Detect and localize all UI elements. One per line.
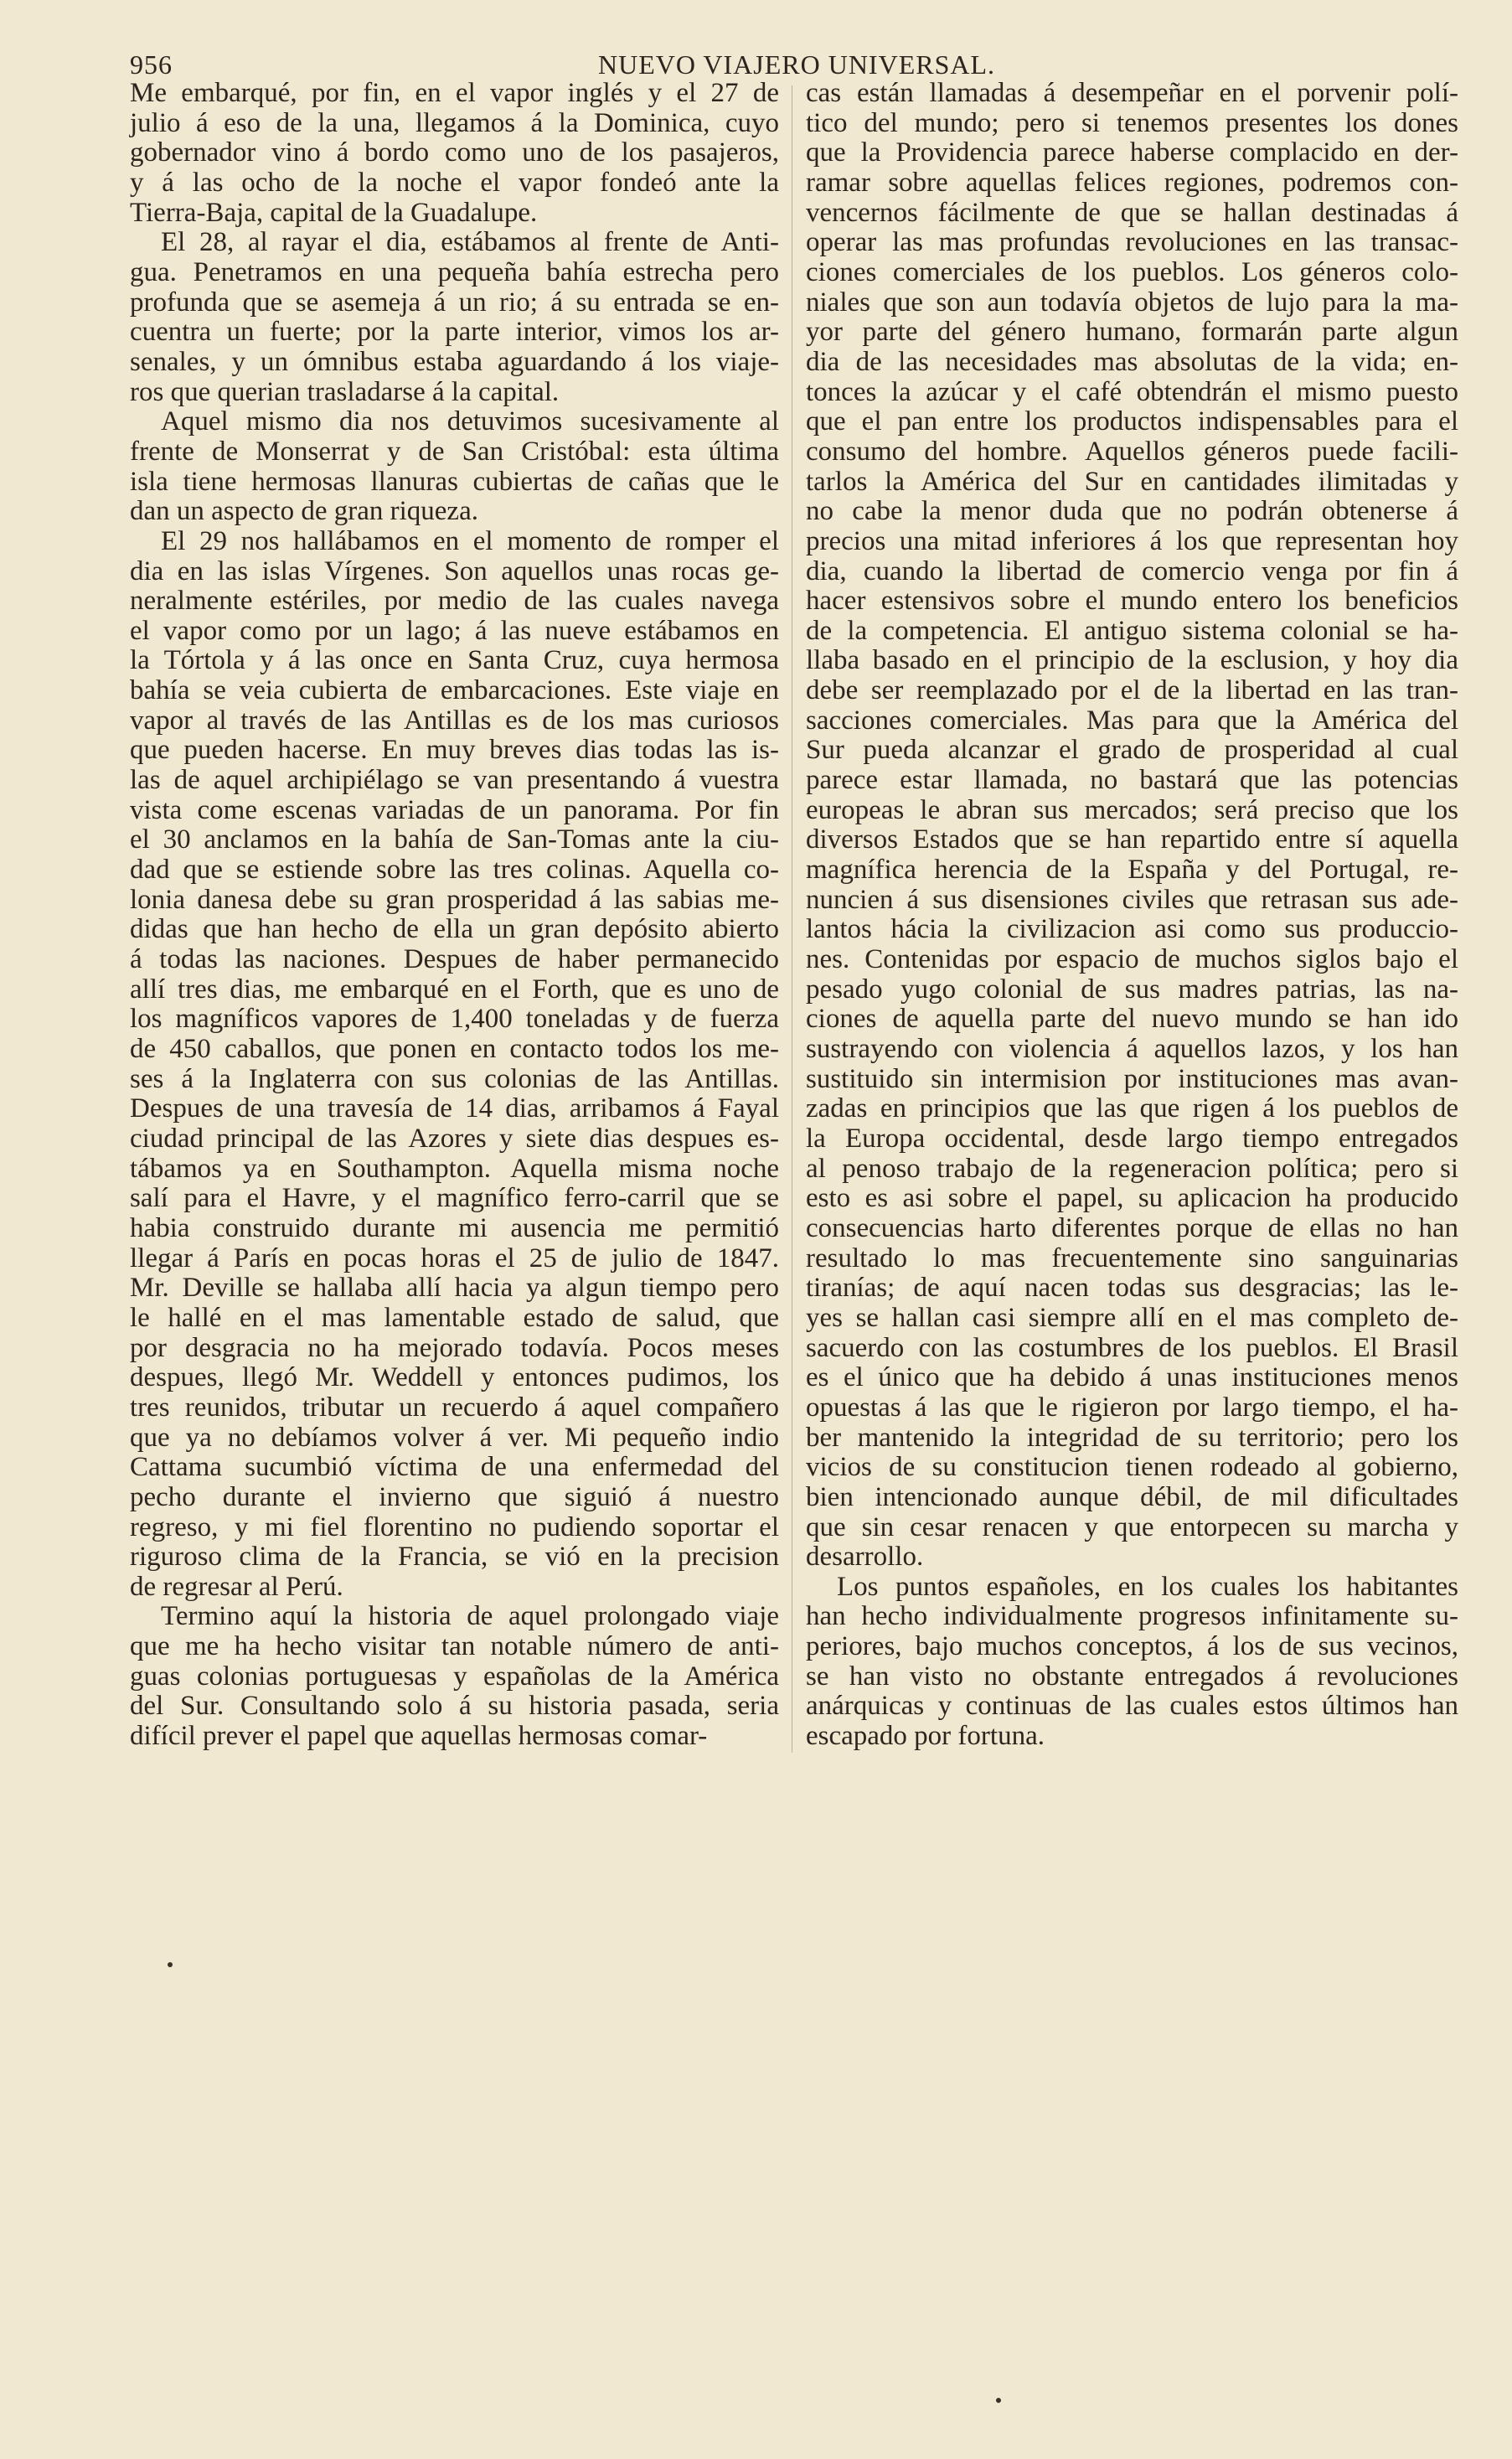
- text-line: de la competencia. El antiguo sistema colonial se ha-: [806, 615, 1458, 646]
- text-line: Termino aquí la historia de aquel prolongado viaje: [161, 1601, 779, 1632]
- text-line: habia construido durante mi ausencia me permitió: [130, 1212, 779, 1243]
- text-line: al penoso trabajo de la regeneracion política; pero si: [806, 1153, 1458, 1184]
- text-line: Cattama sucumbió víctima de una enfermedad del: [130, 1452, 779, 1483]
- text-line: dia, cuando la libertad de comercio venga por fin á: [806, 555, 1458, 586]
- text-line: el 30 anclamos en la bahía de San-Tomas ante la ciu-: [130, 824, 779, 855]
- text-line: es el único que ha debido á unas instituciones menos: [806, 1362, 1458, 1393]
- text-line: llegar á París en pocas horas el 25 de julio de 1847.: [130, 1242, 779, 1273]
- text-line: la Europa occidental, desde largo tiempo entregados: [806, 1123, 1458, 1154]
- text-line: vapor al través de las Antillas es de los mas curiosos: [130, 705, 779, 736]
- paragraph: [130, 527, 779, 1603]
- text-line: zadas en principios que las que rigen á los pueblos de: [806, 1093, 1458, 1124]
- text-line: despues, llegó Mr. Weddell y entonces pudimos, los: [130, 1362, 779, 1393]
- text-line: pesado yugo colonial de sus madres patrias, las na-: [806, 974, 1458, 1005]
- text-line: yor parte del género humano, formarán parte algun: [806, 317, 1458, 348]
- text-line: la Tórtola y á las once en Santa Cruz, cuya hermosa: [130, 645, 779, 676]
- text-line: Aquel mismo dia nos detuvimos sucesivamente al: [161, 406, 779, 437]
- paragraph: [130, 79, 779, 228]
- text-line: periores, bajo muchos conceptos, á los de sus vecinos,: [806, 1631, 1458, 1662]
- text-line: hacer estensivos sobre el mundo entero los beneficios: [806, 586, 1458, 617]
- text-line: lantos hácia la civilizacion asi como sus produccio-: [806, 914, 1458, 945]
- text-line: tarlos la América del Sur en cantidades ilimitadas y: [806, 466, 1458, 497]
- text-line: senales, y un ómnibus estaba aguardando á los viaje-: [130, 346, 779, 377]
- text-line: operar las mas profundas revoluciones en las transac-: [806, 227, 1458, 258]
- text-line: tico del mundo; pero si tenemos presentes los dones: [806, 107, 1458, 138]
- text-line: niales que son aun todavía objetos de lujo para la ma-: [806, 287, 1458, 318]
- text-line: diversos Estados que se han repartido entre sí aquella: [806, 824, 1458, 855]
- text-line: isla tiene hermosas llanuras cubiertas de cañas que le: [130, 466, 779, 497]
- text-line: dad que se estiende sobre las tres colinas. Aquella co-: [130, 855, 779, 886]
- text-line: pecho durante el invierno que siguió á nuestro: [130, 1481, 779, 1512]
- text-line: por desgracia no ha mejorado todavía. Pocos meses: [130, 1332, 779, 1363]
- text-line: riguroso clima de la Francia, se vió en la precision: [130, 1542, 779, 1573]
- text-line: sustituido sin intermision por instituciones mas avan-: [806, 1063, 1458, 1094]
- text-line: á todas las naciones. Despues de haber permanecido: [130, 944, 779, 975]
- text-line: vista come escenas variadas de un panorama. Por fin: [130, 794, 779, 825]
- text-line: tonces la azúcar y el café obtendrán el mismo puesto: [806, 376, 1458, 407]
- text-line: Despues de una travesía de 14 dias, arribamos á Fayal: [130, 1093, 779, 1124]
- running-head: NUEVO VIAJERO UNIVERSAL.: [597, 49, 996, 80]
- text-line: frente de Monserrat y de San Cristóbal: esta última: [130, 436, 779, 467]
- ink-speck: [168, 1962, 173, 1967]
- text-line: de 450 caballos, que ponen en contacto todos los me-: [130, 1034, 779, 1064]
- text-line: cuentra un fuerte; por la parte interior, vimos los ar-: [130, 317, 779, 348]
- text-line: que la Providencia parece haberse complacido en der-: [806, 137, 1458, 168]
- text-line: sacuerdo con las costumbres de los pueblos. El Brasil: [806, 1332, 1458, 1363]
- text-line: precios una mitad inferiores á los que representan hoy: [806, 525, 1458, 556]
- text-line: profunda que se asemeja á un rio; á su entrada se en-: [130, 287, 779, 318]
- text-line: ciones de aquella parte del nuevo mundo se han ido: [806, 1004, 1458, 1035]
- text-line: dia de las necesidades mas absolutas de la vida; en-: [806, 346, 1458, 377]
- text-line: consumo del hombre. Aquellos géneros puede facili-: [806, 436, 1458, 467]
- text-line: guas colonias portuguesas y españolas de la América: [130, 1661, 779, 1692]
- text-line: debe ser reemplazado por el de la libertad en las tran-: [806, 675, 1458, 706]
- text-line: Me embarqué, por fin, en el vapor inglés y el 27 de: [130, 78, 779, 108]
- text-line: desarrollo.: [806, 1542, 924, 1573]
- text-line: parece estar llamada, no bastará que las potencias: [806, 765, 1458, 796]
- text-line: esto es asi sobre el papel, su aplicacion ha producido: [806, 1183, 1458, 1214]
- text-line: los magníficos vapores de 1,400 toneladas y de fuerza: [130, 1004, 779, 1035]
- text-line: tres reunidos, tributar un recuerdo á aquel compañero: [130, 1392, 779, 1423]
- text-line: Los puntos españoles, en los cuales los habitantes: [837, 1571, 1458, 1602]
- text-line: bahía se veia cubierta de embarcaciones. Este viaje en: [130, 675, 779, 706]
- text-line: ramar sobre aquellas felices regiones, podremos con-: [806, 167, 1458, 198]
- text-line: Mr. Deville se hallaba allí hacia ya algun tiempo pero: [130, 1273, 779, 1304]
- left-column: [130, 79, 779, 1752]
- text-line: tábamos ya en Southampton. Aquella misma noche: [130, 1153, 779, 1184]
- text-line: ses á la Inglaterra con sus colonias de las Antillas.: [130, 1063, 779, 1094]
- text-line: del Sur. Consultando solo á su historia pasada, seria: [130, 1691, 779, 1722]
- text-line: tiranías; de aquí nacen todas sus desgracias; las le-: [806, 1273, 1458, 1304]
- text-line: dan un aspecto de gran riqueza.: [130, 496, 478, 527]
- text-line: cas están llamadas á desempeñar en el porvenir polí-: [806, 78, 1458, 108]
- text-line: allí tres dias, me embarqué en el Forth, que es uno de: [130, 974, 779, 1005]
- text-line: ber mantenido la integridad de su territorio; pero los: [806, 1422, 1458, 1453]
- text-line: lonia danesa debe su gran prosperidad á las sabias me-: [130, 884, 779, 915]
- text-line: nuncien á sus disensiones civiles que retrasan sus ade-: [806, 884, 1458, 915]
- text-line: escapado por fortuna.: [806, 1721, 1045, 1752]
- text-line: didas que han hecho de ella un gran depósito abierto: [130, 914, 779, 945]
- text-line: opuestas á las que le rigieron por largo tiempo, el ha-: [806, 1392, 1458, 1423]
- text-line: que pueden hacerse. En muy breves dias todas las is-: [130, 735, 779, 766]
- text-line: han hecho individualmente progresos infinitamente su-: [806, 1601, 1458, 1632]
- text-line: nes. Contenidas por espacio de muchos siglos bajo el: [806, 944, 1458, 975]
- text-line: julio á eso de la una, llegamos á la Dominica, cuyo: [130, 107, 779, 138]
- text-line: yes se hallan casi siempre allí en el mas completo de-: [806, 1302, 1458, 1333]
- text-line: ros que querian trasladarse á la capital.: [130, 376, 560, 407]
- text-line: ciudad principal de las Azores y siete dias despues es-: [130, 1123, 779, 1154]
- text-line: consecuencias harto diferentes porque de ellas no han: [806, 1212, 1458, 1243]
- text-line: salí para el Havre, y el magnífico ferro-carril que se: [130, 1183, 779, 1214]
- text-line: sustrayendo con violencia á aquellos lazos, y los han: [806, 1034, 1458, 1064]
- text-line: El 28, al rayar el dia, estábamos al frente de Anti-: [161, 227, 779, 258]
- text-line: resultado lo mas frecuentemente sino sanguinarias: [806, 1242, 1458, 1273]
- text-line: de regresar al Perú.: [130, 1571, 343, 1602]
- text-line: las de aquel archipiélago se van presentando á vuestra: [130, 765, 779, 796]
- text-line: Tierra-Baja, capital de la Guadalupe.: [130, 197, 538, 228]
- text-line: Sur pueda alcanzar el grado de prosperidad al cual: [806, 735, 1458, 766]
- text-line: le hallé en el mas lamentable estado de salud, que: [130, 1302, 779, 1333]
- text-line: El 29 nos hallábamos en el momento de romper el: [161, 525, 779, 556]
- text-line: sacciones comerciales. Mas para que la América del: [806, 705, 1458, 736]
- text-line: que el pan entre los productos indispensables para el: [806, 406, 1458, 437]
- text-line: vencernos fácilmente de que se hallan destinadas á: [806, 197, 1458, 228]
- text-line: neralmente estériles, por medio de las cuales navega: [130, 586, 779, 617]
- text-line: que me ha hecho visitar tan notable número de anti-: [130, 1631, 779, 1662]
- text-line: difícil prever el papel que aquellas hermosas comar-: [130, 1721, 708, 1752]
- text-line: que ya no debíamos volver á ver. Mi pequeño indio: [130, 1422, 779, 1453]
- text-line: dia en las islas Vírgenes. Son aquellos unas rocas ge-: [130, 555, 779, 586]
- text-line: el vapor como por un lago; á las nueve estábamos en: [130, 615, 779, 646]
- text-line: no cabe la menor duda que no podrán obtenerse á: [806, 496, 1458, 527]
- text-line: europeas le abran sus mercados; será preciso que los: [806, 794, 1458, 825]
- paragraph: [130, 228, 779, 407]
- right-column: [806, 79, 1458, 1752]
- text-line: llaba basado en el principio de la esclusion, y hoy dia: [806, 645, 1458, 676]
- text-line: gobernador vino á bordo como uno de los pasajeros,: [130, 137, 779, 168]
- text-line: y á las ocho de la noche el vapor fondeó ante la: [130, 167, 779, 198]
- paragraph: [806, 79, 1458, 1573]
- page-number: 956: [130, 49, 173, 80]
- text-line: se han visto no obstante entregados á revoluciones: [806, 1661, 1458, 1692]
- text-line: anárquicas y continuas de las cuales estos últimos han: [806, 1691, 1458, 1722]
- text-line: bien intencionado aunque débil, de mil dificultades: [806, 1481, 1458, 1512]
- ink-speck: [996, 2398, 1001, 2403]
- text-line: gua. Penetramos en una pequeña bahía estrecha pero: [130, 256, 779, 287]
- text-line: regreso, y mi fiel florentino no pudiendo soportar el: [130, 1511, 779, 1542]
- paragraph: [806, 1573, 1458, 1752]
- paragraph: [130, 407, 779, 527]
- text-line: magnífica herencia de la España y del Portugal, re-: [806, 855, 1458, 886]
- paragraph: [130, 1602, 779, 1751]
- text-line: vicios de su constitucion tienen rodeado al gobierno,: [806, 1452, 1458, 1483]
- text-line: ciones comerciales de los pueblos. Los géneros colo-: [806, 256, 1458, 287]
- text-line: que sin cesar renacen y que entorpecen su marcha y: [806, 1511, 1458, 1542]
